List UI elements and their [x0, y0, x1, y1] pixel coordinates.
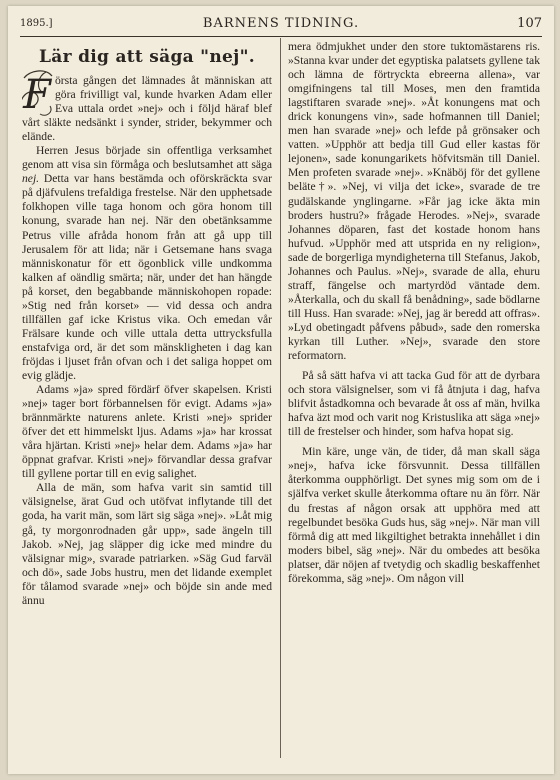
left-column — [22, 40, 272, 768]
page-number: 107 — [517, 16, 542, 31]
paragraph-2-rest: Detta var hans bestämda och oförskräckta svar på djäfvulens trefaldiga frestelse. När den upphetsade folkhopen ville taga honom och göra honom till konung, svarade han nej. När den obetänksamme Petrus ville afråda honom från att gå upp till Jerusalem för att lida; när i Getsemane hans svaga människonatur för ett ögonblick ville undkomma kalken af oändlig smärta; när, under det han hängde på korset, den begabbande människohopen ropade: »Stig ned från korset» — vid dessa och andra tillfällen gaf icke Kristus vika. Och emedan vår Frälsare kunde och ville uttala detta uttrycksfulla enstafviga ord, är det som mänskligheten i dag kan fröjdas i ljuset från ofvan och i det saliga hoppet om evig glädje. — [22, 172, 272, 382]
header-year: 1895.] — [20, 18, 53, 29]
paragraph-5: mera ödmjukhet under den store tuktomästarens ris. »Stanna kvar under det egyptiska palatsets gyllene tak och lämna de förtryckta ebreerna allena», var omgifningens tal till Moses, men den framtida lagstiftaren svarade »nej». »Åt konungens mat och drick konungens vin», sade hofmannen till Daniel; men han svarade »nej» och lefde på grönsaker och vatten. »Upphör att bedja till Gud eller kastas för lejonen», sade konungarikets höfvitsmän till Daniel. Men profeten svarade »nej». »Knäböj för det gyllene beläte†». »Nej, vi vilja det icke», svarade de tre gudälskande ynglingarne. »Får jag icke äkta min broders hustru?» frågade Herodes. »Nej», svarade Johannes döparen, fast det kostade honom hans hufvud. »Upphör med att utsprida en ny religion», sade de borgerliga myndigheterna till Stefanus, Jakob, Johannes och Paulus. »Nej», svarade de alla, ehuru straff, fängelse och martyrdöd väntade dem. »Återkalla, och du skall få benådning», sade bödlarne till Huss. Han svarade: »Nej, jag är beredd att offras». »Lyd obetingadt påfvens påbud», sade den romerska kyrkan till Luther. »Nej», svarade den store reformatorn. — [288, 40, 540, 363]
paragraph-7: Min käre, unge vän, de tider, då man skall säga »nej», hafva icke försvunnit. Dessa tillfällen återkomma oupphörligt. Det synes mig som om de i själfva verket skulle återkomma oftare nu än förr. När du frestas af någon orsak att upphöra med att regelbundet besöka Guds hus, säg »nej». När man vill förmå dig att med likgiltighet betrakta innehållet i din moders bibel, säg »nej». När du ombedes att besöka platser, där nöjen af tvetydig och skadlig beskaffenhet förekomma, säg »nej». Om någon vill — [288, 445, 540, 585]
paragraph-1: örsta gången det lämnades åt människan att göra frivilligt val, kunde hvarken Adam eller Eva uttala ordet »nej» och i följd häraf blef vårt släkte nedsänkt i synder, strider, bekymmer och elände. — [22, 74, 272, 144]
paragraph-4: Alla de män, som hafva varit sin samtid till välsignelse, ärat Gud och utöfvat inflytande till det goda, ha varit män, som lärt sig säga »nej». »Låt mig gå, ty morgonrodnaden går upp», sade ängeln till Jakob. »Nej, jag släpper dig icke med mindre du välsignar mig», svarade patriarken. »Säg Gud farväl och dö», sade Jobs hustru, men det lidande exemplet för tålamod svarade »nej» och böjde sin ande med ännu — [22, 481, 272, 607]
header-title: BARNENS TIDNING. — [202, 16, 360, 31]
first-paragraph-block — [22, 74, 272, 144]
paragraph-6: På så sätt hafva vi att tacka Gud för att de dyrbara och stora välsignelser, som vi få åtnjuta i dag, hafva blifvit åstadkomna och bevarade åt oss af män, hvilka hafva äzt mod och varit nog Kristuslika att säga »nej» till de frestelser och hinder, som hafva hopat sig. — [288, 369, 540, 439]
paragraph-3: Adams »ja» spred fördärf öfver skapelsen. Kristi »nej» tager bort förbannelsen för evigt. Adams »ja» brännmärkte naturens anlete. Kristi »nej» sprider öfver det ett himmelskt ljus. Adams »ja» har krossat våra hjärtan. Kristi »nej» helar dem. Adams »ja» har öppnat grafvar. Kristi »nej» förvandlar dessa grafvar till gyllene portar till en evig salighet. — [22, 383, 272, 481]
column-divider — [280, 38, 281, 758]
drop-cap-letter: F — [23, 72, 51, 118]
paragraph-2 — [22, 144, 272, 383]
right-column — [288, 40, 540, 768]
paragraph-2-start: Herren Jesus började sin offentliga verksamhet genom att visa sin förmåga och beslutsamhet att säga — [22, 144, 272, 172]
emphasis-nej: nej. — [22, 172, 40, 186]
newspaper-page — [8, 6, 554, 774]
ornamental-drop-cap — [22, 74, 52, 116]
article-title: Lär dig att säga "nej". — [39, 47, 255, 67]
running-head — [20, 14, 542, 37]
